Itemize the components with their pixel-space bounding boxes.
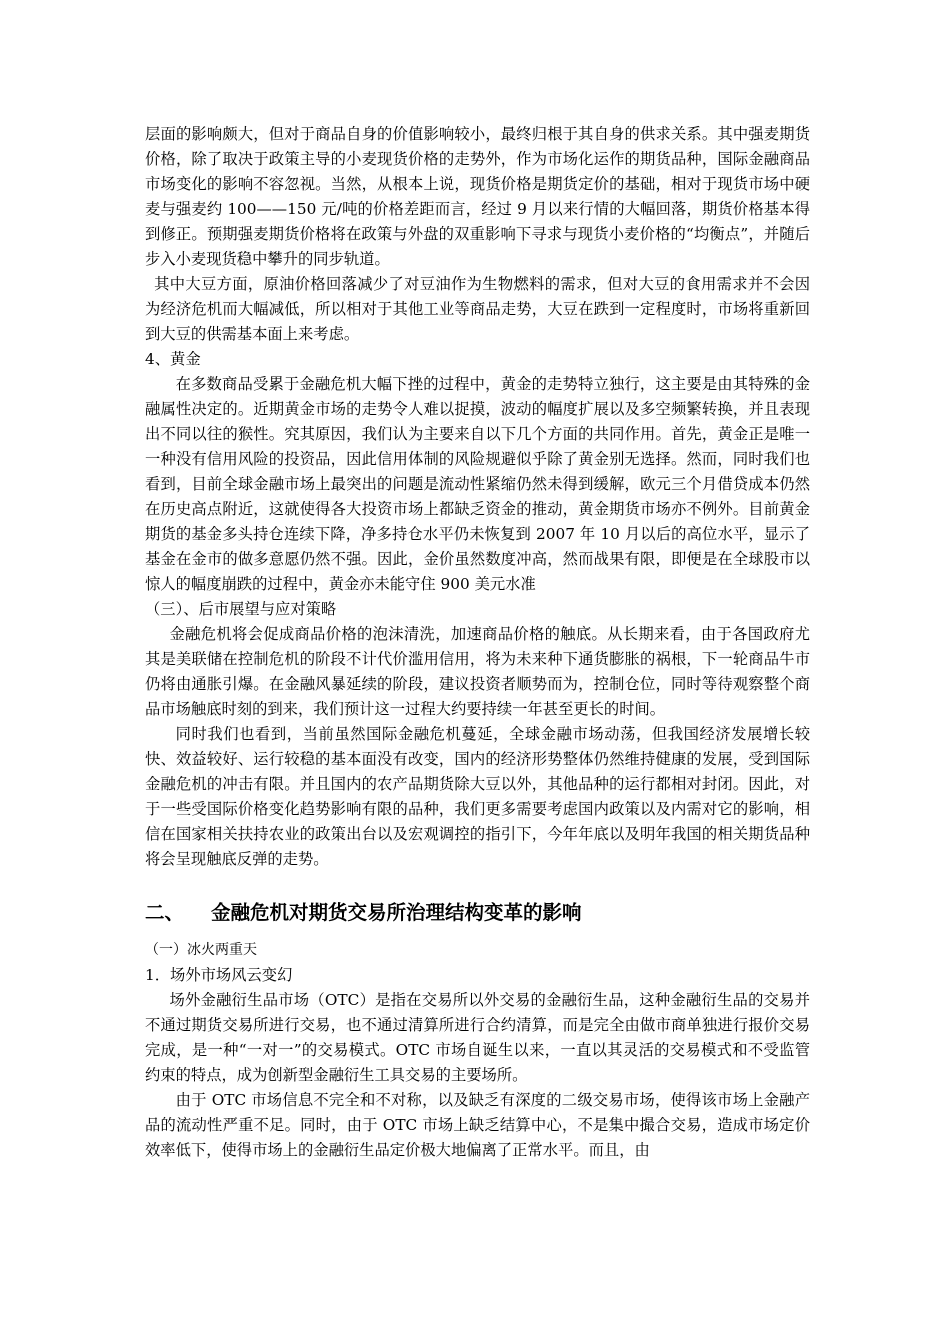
document-page <box>145 122 810 1163</box>
section-heading <box>145 898 810 928</box>
paragraph-otc-problems: 由于 OTC 市场信息不完全和不对称，以及缺乏有深度的二级交易市场，使得该市场上金融产品的流动性严重不足。同时，由于 OTC 市场上缺乏结算中心，不是集中撮合交易，造成市场定价效率低下，使得市场上的金融衍生品定价极大地偏离了正常水平。而且，由 <box>145 1091 810 1159</box>
subheading-ice-fire: （一）冰火两重天 <box>145 942 257 958</box>
paragraph-wheat: 层面的影响颇大，但对于商品自身的价值影响较小，最终归根于其自身的供求关系。其中强麦期货价格，除了取决于政策主导的小麦现货价格的走势外，作为市场化运作的期货品种，国际金融商品市场变化的影响不容忽视。当然，从根本上说，现货价格是期货定价的基础，相对于现货市场中硬麦与强麦约 100——150 元/吨的价格差距而言，经过 9 月以来行情的大幅回落，期货价格基本得到修正。预期强麦期货价格将在政策与外盘的双重影响下寻求与现货小麦价格的“均衡点”，并随后步入小麦现货稳中攀升的同步轨道。 <box>145 125 810 268</box>
subheading-outlook: （三）、后市展望与应对策略 <box>145 600 337 618</box>
paragraph-domestic: 同时我们也看到，当前虽然国际金融危机蔓延，全球金融市场动荡，但我国经济发展增长较快、效益较好、运行较稳的基本面没有改变，国内的经济形势整体仍然维持健康的发展，受到国际金融危机的冲击有限。并且国内的农产品期货除大豆以外，其他品种的运行都相对封闭。因此，对于一些受国际价格变化趋势影响有限的品种，我们更多需要考虑国内政策以及内需对它的影响，相信在国家相关扶持农业的政策出台以及宏观调控的指引下，今年年底以及明年我国的相关期货品种将会呈现触底反弹的走势。 <box>145 725 810 868</box>
paragraph-otc-definition: 场外金融衍生品市场（OTC）是指在交易所以外交易的金融衍生品，这种金融衍生品的交易并不通过期货交易所进行交易，也不通过清算所进行合约清算，而是完全由做市商单独进行报价交易完成，是一种“一对一”的交易模式。OTC 市场自诞生以来，一直以其灵活的交易模式和不受监管约束的特点，成为创新型金融衍生工具交易的主要场所。 <box>145 991 810 1084</box>
paragraph-soybean: 其中大豆方面，原油价格回落减少了对豆油作为生物燃料的需求，但对大豆的食用需求并不会因为经济危机而大幅减低，所以相对于其他工业等商品走势，大豆在跌到一定程度时，市场将重新回到大豆的供需基本面上来考虑。 <box>145 275 810 343</box>
subheading-gold: 4、黄金 <box>145 350 201 368</box>
paragraph-outlook: 金融危机将会促成商品价格的泡沫清洗，加速商品价格的触底。从长期来看，由于各国政府尤其是美联储在控制危机的阶段不计代价滥用信用，将为未来种下通货膨胀的祸根，下一轮商品牛市仍将由通胀引爆。在金融风暴延续的阶段，建议投资者顺势而为，控制仓位，同时等待观察整个商品市场触底时刻的到来，我们预计这一过程大约要持续一年甚至更长的时间。 <box>145 625 810 718</box>
paragraph-gold: 在多数商品受累于金融危机大幅下挫的过程中，黄金的走势特立独行，这主要是由其特殊的金融属性决定的。近期黄金市场的走势令人难以捉摸，波动的幅度扩展以及多空频繁转换，并且表现出不同以往的猴性。究其原因，我们认为主要来自以下几个方面的共同作用。首先，黄金正是唯一一种没有信用风险的投资品，因此信用体制的风险规避似乎除了黄金别无选择。然而，同时我们也看到，目前全球金融市场上最突出的问题是流动性紧缩仍然未得到缓解，欧元三个月借贷成本仍然在历史高点附近，这就使得各大投资市场上都缺乏资金的推动，黄金期货市场亦不例外。目前黄金期货的基金多头持仓连续下降，净多持仓水平仍未恢复到 2007 年 10 月以后的高位水平，显示了基金在金市的做多意愿仍然不强。因此，金价虽然数度冲高，然而战果有限，即便是在全球股市以惊人的幅度崩跌的过程中，黄金亦未能守住 900 美元水准 <box>145 375 810 593</box>
section-number: 二、 <box>145 901 185 924</box>
section-title: 金融危机对期货交易所治理结构变革的影响 <box>211 901 582 924</box>
subheading-otc: 1．场外市场风云变幻 <box>145 966 293 984</box>
